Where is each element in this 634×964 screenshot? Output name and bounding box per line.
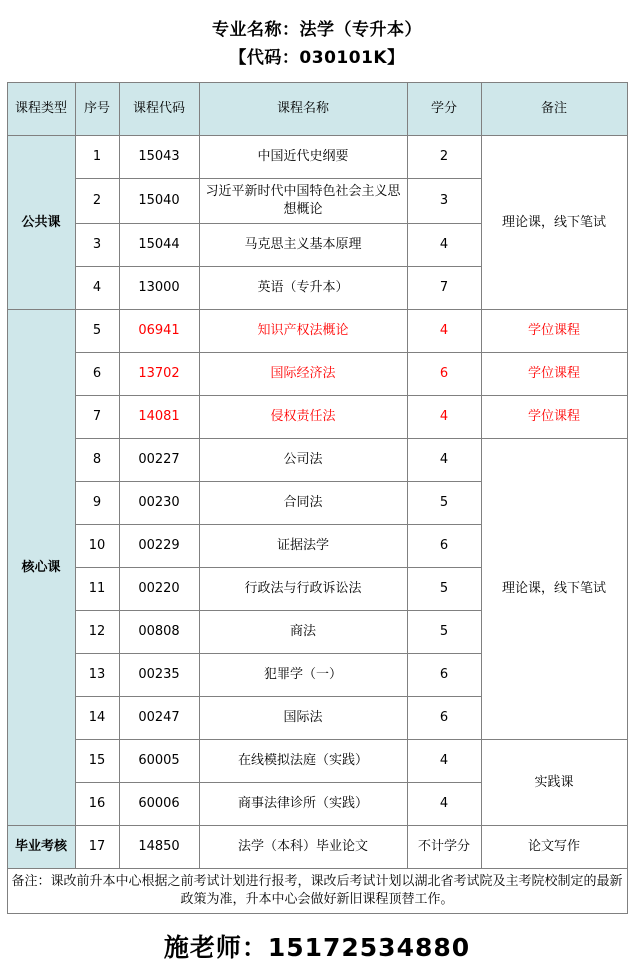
- cell-index: 7: [75, 396, 119, 439]
- cell-remark-core-theory: 理论课，线下笔试: [481, 439, 627, 740]
- cell-code: 00227: [119, 439, 199, 482]
- cell-name: 国际经济法: [199, 353, 407, 396]
- document-header: [0, 0, 634, 82]
- cell-name: 行政法与行政诉讼法: [199, 568, 407, 611]
- cell-name: 证据法学: [199, 525, 407, 568]
- cell-credit: 4: [407, 224, 481, 267]
- cell-index: 11: [75, 568, 119, 611]
- cell-index: 10: [75, 525, 119, 568]
- cell-credit: 2: [407, 136, 481, 179]
- col-header-index: 序号: [75, 83, 119, 136]
- cell-name: 侵权责任法: [199, 396, 407, 439]
- cell-code: 15043: [119, 136, 199, 179]
- cell-name: 商事法律诊所（实践）: [199, 783, 407, 826]
- cell-remark: 论文写作: [481, 826, 627, 869]
- cell-credit: 3: [407, 179, 481, 224]
- table-note: 备注：课改前升本中心根据之前考试计划进行报考，课改后考试计划以湖北省考试院及主考院校制定的最新政策为准，升本中心会做好新旧课程顶替工作。: [7, 869, 627, 914]
- cell-index: 16: [75, 783, 119, 826]
- category-graduation: 毕业考核: [7, 826, 75, 869]
- cell-index: 12: [75, 611, 119, 654]
- table-row: [7, 310, 627, 353]
- cell-credit: 6: [407, 697, 481, 740]
- cell-credit: 4: [407, 396, 481, 439]
- cell-index: 5: [75, 310, 119, 353]
- cell-name: 习近平新时代中国特色社会主义思想概论: [199, 179, 407, 224]
- cell-name: 法学（本科）毕业论文: [199, 826, 407, 869]
- cell-index: 15: [75, 740, 119, 783]
- table-note-row: [7, 869, 627, 914]
- page-subtitle: 【代码：030101K】: [229, 48, 405, 68]
- cell-name: 马克思主义基本原理: [199, 224, 407, 267]
- cell-remark: 学位课程: [481, 310, 627, 353]
- table-row: [7, 439, 627, 482]
- cell-credit: 4: [407, 439, 481, 482]
- cell-index: 13: [75, 654, 119, 697]
- cell-index: 9: [75, 482, 119, 525]
- cell-credit: 6: [407, 654, 481, 697]
- col-header-course-type: 课程类型: [7, 83, 75, 136]
- col-header-remark: 备注: [481, 83, 627, 136]
- table-header-row: [7, 83, 627, 136]
- cell-remark: 学位课程: [481, 353, 627, 396]
- cell-name: 国际法: [199, 697, 407, 740]
- cell-index: 4: [75, 267, 119, 310]
- page-title: 专业名称：法学（专升本）: [212, 20, 422, 40]
- cell-code: 60005: [119, 740, 199, 783]
- cell-credit: 6: [407, 525, 481, 568]
- cell-code: 00220: [119, 568, 199, 611]
- cell-credit: 5: [407, 568, 481, 611]
- cell-remark-core-practice: 实践课: [481, 740, 627, 826]
- cell-remark-public: 理论课，线下笔试: [481, 136, 627, 310]
- cell-code: 00247: [119, 697, 199, 740]
- table-row: [7, 136, 627, 179]
- cell-name: 在线模拟法庭（实践）: [199, 740, 407, 783]
- cell-code: 15044: [119, 224, 199, 267]
- cell-credit: 4: [407, 740, 481, 783]
- table-row: [7, 826, 627, 869]
- cell-name: 合同法: [199, 482, 407, 525]
- cell-code: 60006: [119, 783, 199, 826]
- cell-code: 14850: [119, 826, 199, 869]
- cell-code: 13702: [119, 353, 199, 396]
- cell-credit: 5: [407, 482, 481, 525]
- cell-code: 00808: [119, 611, 199, 654]
- cell-index: 6: [75, 353, 119, 396]
- cell-code: 14081: [119, 396, 199, 439]
- cell-name: 中国近代史纲要: [199, 136, 407, 179]
- cell-name: 知识产权法概论: [199, 310, 407, 353]
- cell-name: 公司法: [199, 439, 407, 482]
- cell-code: 00230: [119, 482, 199, 525]
- cell-index: 17: [75, 826, 119, 869]
- cell-credit: 6: [407, 353, 481, 396]
- category-core: 核心课: [7, 310, 75, 826]
- table-row: [7, 740, 627, 783]
- cell-code: 15040: [119, 179, 199, 224]
- cell-code: 00235: [119, 654, 199, 697]
- col-header-credit: 学分: [407, 83, 481, 136]
- table-row: [7, 396, 627, 439]
- cell-code: 00229: [119, 525, 199, 568]
- col-header-course-code: 课程代码: [119, 83, 199, 136]
- contact-info: 施老师：15172534880: [163, 933, 471, 962]
- cell-index: 1: [75, 136, 119, 179]
- cell-credit: 不计学分: [407, 826, 481, 869]
- category-public: 公共课: [7, 136, 75, 310]
- cell-name: 英语（专升本）: [199, 267, 407, 310]
- cell-index: 3: [75, 224, 119, 267]
- cell-name: 犯罪学（一）: [199, 654, 407, 697]
- cell-credit: 7: [407, 267, 481, 310]
- cell-code: 06941: [119, 310, 199, 353]
- course-plan-table: [7, 82, 628, 914]
- cell-code: 13000: [119, 267, 199, 310]
- cell-index: 14: [75, 697, 119, 740]
- table-row: [7, 353, 627, 396]
- cell-name: 商法: [199, 611, 407, 654]
- cell-credit: 5: [407, 611, 481, 654]
- cell-remark: 学位课程: [481, 396, 627, 439]
- cell-credit: 4: [407, 783, 481, 826]
- col-header-course-name: 课程名称: [199, 83, 407, 136]
- cell-index: 2: [75, 179, 119, 224]
- cell-credit: 4: [407, 310, 481, 353]
- cell-index: 8: [75, 439, 119, 482]
